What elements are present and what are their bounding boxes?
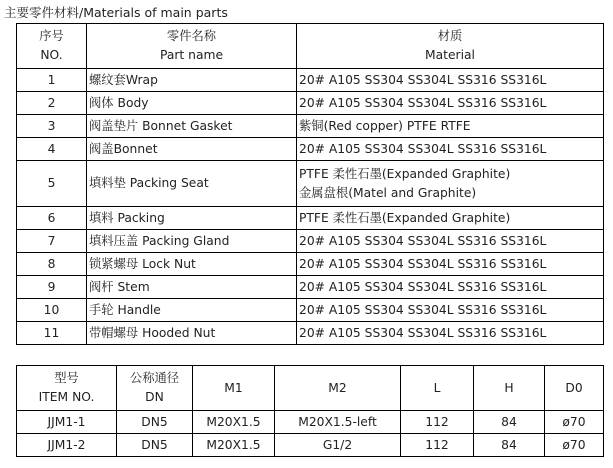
part-material xyxy=(297,138,604,161)
dims-cell: DN5 xyxy=(117,434,193,457)
table-row xyxy=(17,92,604,115)
part-name: 填料压盖 Packing Gland xyxy=(87,230,297,253)
dims-cell: JJM1-2 xyxy=(17,434,117,457)
header-material xyxy=(297,24,604,69)
part-material xyxy=(297,115,604,138)
part-name: 螺纹套Wrap xyxy=(87,69,297,92)
part-material xyxy=(297,253,604,276)
part-number: 9 xyxy=(17,276,87,299)
dims-cell: M20X1.5-left xyxy=(275,411,401,434)
part-name: 阀体 Body xyxy=(87,92,297,115)
table-row xyxy=(17,161,604,207)
header-no-cn: 序号 xyxy=(39,29,64,43)
material-line: 20# A105 SS304 SS304L SS316 SS316L xyxy=(299,95,547,110)
header-no xyxy=(17,24,87,69)
part-name: 阀杆 Stem xyxy=(87,276,297,299)
dims-header-text: M1 xyxy=(224,380,243,395)
material-line: 紫铜(Red copper) PTFE RTFE xyxy=(299,118,471,133)
dimensions-header-row xyxy=(17,366,604,411)
material-line: PTFE 柔性石墨(Expanded Graphite) xyxy=(299,166,511,181)
dims-header-cell xyxy=(401,366,474,411)
part-material xyxy=(297,161,604,207)
part-number: 11 xyxy=(17,322,87,345)
page-title: 主要零件材料/Materials of main parts xyxy=(4,5,228,20)
part-number: 6 xyxy=(17,207,87,230)
dims-header-text: D0 xyxy=(565,380,583,395)
part-number: 3 xyxy=(17,115,87,138)
table-row xyxy=(17,276,604,299)
material-line: 20# A105 SS304 SS304L SS316 SS316L xyxy=(299,233,547,248)
table-row xyxy=(17,115,604,138)
part-number: 4 xyxy=(17,138,87,161)
material-line: 20# A105 SS304 SS304L SS316 SS316L xyxy=(299,141,547,156)
dimensions-table xyxy=(16,365,604,457)
header-part-name xyxy=(87,24,297,69)
part-name: 阀盖垫片 Bonnet Gasket xyxy=(87,115,297,138)
part-name: 填料垫 Packing Seat xyxy=(87,161,297,207)
dims-header-text: M2 xyxy=(328,380,347,395)
header-no-en: NO. xyxy=(40,48,63,62)
material-line: 20# A105 SS304 SS304L SS316 SS316L xyxy=(299,325,547,340)
table-row xyxy=(17,230,604,253)
dims-header-text: L xyxy=(433,380,441,395)
dims-cell: JJM1-1 xyxy=(17,411,117,434)
table-row xyxy=(17,411,604,434)
material-line: 20# A105 SS304 SS304L SS316 SS316L xyxy=(299,72,547,87)
part-number: 1 xyxy=(17,69,87,92)
dims-header-text: 型号 xyxy=(54,371,79,385)
material-line: 金属盘根(Matel and Graphite) xyxy=(299,185,477,200)
table-row xyxy=(17,138,604,161)
dims-cell: M20X1.5 xyxy=(193,411,275,434)
dims-header-cell xyxy=(17,366,117,411)
part-material xyxy=(297,322,604,345)
material-line: PTFE 柔性石墨(Expanded Graphite) xyxy=(299,210,511,225)
dims-header-text: ITEM NO. xyxy=(38,390,95,404)
part-name: 锁紧螺母 Lock Nut xyxy=(87,253,297,276)
table-row xyxy=(17,434,604,457)
part-number: 8 xyxy=(17,253,87,276)
dims-cell: 112 xyxy=(401,434,474,457)
dims-cell: ø70 xyxy=(545,411,604,434)
material-line: 20# A105 SS304 SS304L SS316 SS316L xyxy=(299,279,547,294)
table-row xyxy=(17,322,604,345)
dims-cell: 112 xyxy=(401,411,474,434)
header-name-en: Part name xyxy=(159,48,224,62)
part-name: 填料 Packing xyxy=(87,207,297,230)
dims-cell: 84 xyxy=(474,411,545,434)
part-material xyxy=(297,230,604,253)
dims-header-cell xyxy=(545,366,604,411)
part-number: 5 xyxy=(17,161,87,207)
materials-header-row xyxy=(17,24,604,69)
dims-header-cell xyxy=(117,366,193,411)
table-row xyxy=(17,299,604,322)
header-mat-en: Material xyxy=(425,48,475,62)
part-material xyxy=(297,207,604,230)
part-material xyxy=(297,69,604,92)
dims-cell: ø70 xyxy=(545,434,604,457)
dims-header-text: H xyxy=(504,380,514,395)
dims-header-cell xyxy=(193,366,275,411)
part-number: 10 xyxy=(17,299,87,322)
material-line: 20# A105 SS304 SS304L SS316 SS316L xyxy=(299,256,547,271)
part-number: 2 xyxy=(17,92,87,115)
header-name-cn: 零件名称 xyxy=(166,29,217,43)
materials-table xyxy=(16,23,604,345)
part-material xyxy=(297,276,604,299)
dims-header-cell xyxy=(275,366,401,411)
part-material xyxy=(297,92,604,115)
part-number: 7 xyxy=(17,230,87,253)
table-row xyxy=(17,253,604,276)
dims-header-text: DN xyxy=(145,390,164,404)
dims-header-cell xyxy=(474,366,545,411)
table-row xyxy=(17,69,604,92)
part-material xyxy=(297,299,604,322)
dims-header-text: 公称通径 xyxy=(129,371,180,385)
part-name: 带帽螺母 Hooded Nut xyxy=(87,322,297,345)
dims-cell: 84 xyxy=(474,434,545,457)
dims-cell: G1/2 xyxy=(275,434,401,457)
header-mat-cn: 材质 xyxy=(437,29,463,43)
dims-cell: DN5 xyxy=(117,411,193,434)
dims-cell: M20X1.5 xyxy=(193,434,275,457)
material-line: 20# A105 SS304 SS304L SS316 SS316L xyxy=(299,302,547,317)
part-name: 阀盖Bonnet xyxy=(87,138,297,161)
part-name: 手轮 Handle xyxy=(87,299,297,322)
table-row xyxy=(17,207,604,230)
